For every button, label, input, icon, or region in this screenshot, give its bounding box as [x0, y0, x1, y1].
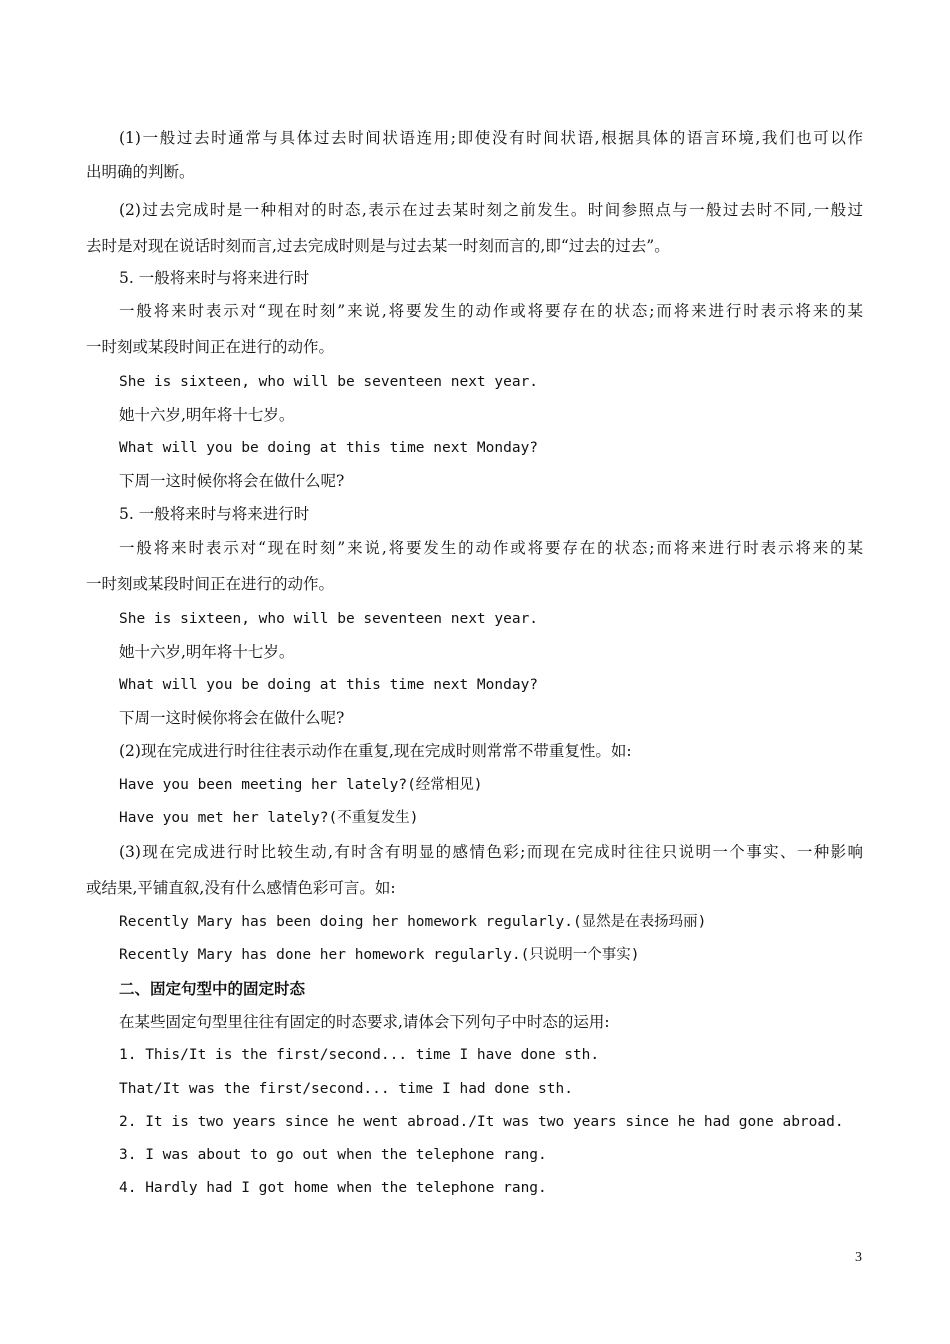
example-english: She is sixteen, who will be seventeen next year. — [119, 611, 539, 627]
section-title: 二、固定句型中的固定时态 — [119, 980, 306, 998]
example-english: She is sixteen, who will be seventeen next year. — [119, 374, 539, 390]
list-item: 1. This/It is the first/second... time I have done sth. — [119, 1047, 600, 1063]
example-chinese: 下周一这时候你将会在做什么呢? — [119, 709, 345, 727]
example-chinese: 她十六岁,明年将十七岁。 — [119, 406, 295, 424]
list-item: That/It was the first/second... time I had done sth. — [119, 1081, 573, 1097]
list-item: 3. I was about to go out when the telephone rang. — [119, 1147, 547, 1163]
paragraph-line: (3)现在完成进行时比较生动,有时含有明显的感情色彩;而现在完成时往往只说明一个事实、一种影响 — [119, 843, 863, 861]
list-item: 2. It is two years since he went abroad./It was two years since he had gone abroad. — [119, 1114, 844, 1130]
example-english: Recently Mary has done her homework regularly.(只说明一个事实) — [119, 947, 640, 963]
example-english: Recently Mary has been doing her homework regularly.(显然是在表扬玛丽) — [119, 914, 707, 930]
example-english: Have you met her lately?(不重复发生) — [119, 810, 419, 826]
paragraph-line: (2)过去完成时是一种相对的时态,表示在过去某时刻之前发生。时间参照点与一般过去时不同,一般过 — [119, 201, 863, 219]
paragraph-line: (1)一般过去时通常与具体过去时间状语连用;即使没有时间状语,根据具体的语言环境,我们也可以作 — [119, 129, 863, 147]
section-heading: 5. 一般将来时与将来进行时 — [119, 505, 310, 523]
paragraph-line: 或结果,平铺直叙,没有什么感情色彩可言。如: — [86, 879, 396, 897]
paragraph-line: 去时是对现在说话时刻而言,过去完成时则是与过去某一时刻而言的,即“过去的过去”。 — [86, 237, 670, 255]
paragraph-line: (2)现在完成进行时往往表示动作在重复,现在完成时则常常不带重复性。如: — [119, 742, 632, 760]
paragraph-line: 一般将来时表示对“现在时刻”来说,将要发生的动作或将要存在的状态;而将来进行时表示将来的某 — [119, 539, 863, 557]
section-heading: 5. 一般将来时与将来进行时 — [119, 269, 310, 287]
paragraph-line: 出明确的判断。 — [86, 163, 195, 181]
list-item: 4. Hardly had I got home when the telephone rang. — [119, 1180, 547, 1196]
example-english: What will you be doing at this time next Monday? — [119, 440, 539, 456]
example-english: Have you been meeting her lately?(经常相见) — [119, 777, 483, 793]
example-chinese: 下周一这时候你将会在做什么呢? — [119, 472, 345, 490]
example-chinese: 她十六岁,明年将十七岁。 — [119, 643, 295, 661]
example-english: What will you be doing at this time next Monday? — [119, 677, 539, 693]
paragraph-line: 一时刻或某段时间正在进行的动作。 — [86, 575, 335, 593]
paragraph-line: 在某些固定句型里往往有固定的时态要求,请体会下列句子中时态的运用: — [119, 1013, 610, 1031]
page-number: 3 — [855, 1250, 862, 1265]
paragraph-line: 一时刻或某段时间正在进行的动作。 — [86, 338, 335, 356]
paragraph-line: 一般将来时表示对“现在时刻”来说,将要发生的动作或将要存在的状态;而将来进行时表示将来的某 — [119, 302, 863, 320]
